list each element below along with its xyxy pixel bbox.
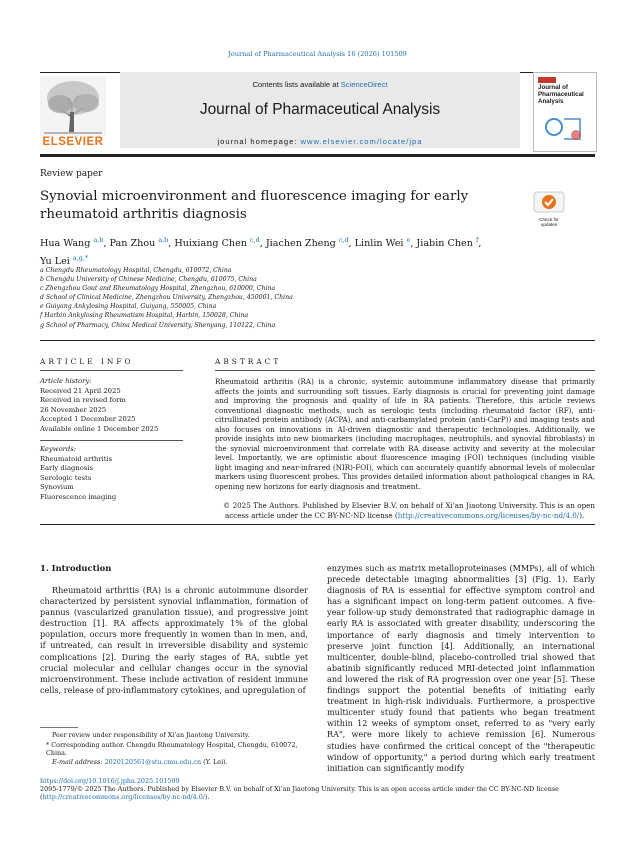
license-link[interactable]: http://creativecommons.org/licenses/by-nc-nd/4.0/ <box>397 510 580 520</box>
affiliation: g School of Pharmacy, China Medical University, Shenyang, 110122, China <box>40 321 276 329</box>
bottom-block <box>40 777 595 802</box>
author-affiliation-marker[interactable]: c,d <box>250 236 260 244</box>
author-affiliation-marker[interactable]: a,g,* <box>72 254 89 263</box>
contents-prefix: Contents lists available at <box>252 80 341 89</box>
contents-line <box>120 80 520 89</box>
copyright-license-link[interactable]: http://creativecommons.org/licenses/by-nc-nd/4.0/ <box>42 793 205 802</box>
author-name: Hua Wang <box>40 238 91 250</box>
article-info-heading: ARTICLE INFO <box>40 357 134 366</box>
keyword: Fluorescence imaging <box>40 492 117 501</box>
cover-brand-bar <box>538 77 556 83</box>
keywords-rule <box>40 440 183 441</box>
history-entry: Received 21 April 2025 <box>40 386 121 395</box>
doi-link[interactable]: https://doi.org/10.1016/j.jpha.2025.101509 <box>40 777 180 785</box>
cover-illustration <box>542 113 588 145</box>
affiliation: e Guiyang Ankylosing Hospital, Guiyang, 550005, China <box>40 303 217 311</box>
homepage-link[interactable]: www.elsevier.com/locate/jpa <box>300 137 423 146</box>
author-affiliation-marker[interactable]: c,d <box>338 236 349 244</box>
affiliation: f Harbin Ankylosing Rheumatism Hospital, Harbin, 150028, China <box>40 312 249 320</box>
author-affiliation-marker[interactable]: a,b <box>93 236 104 244</box>
keyword: Serologic tests <box>40 473 92 482</box>
email-owner: (Y. Lei). <box>201 758 228 766</box>
copyright-end: ). <box>204 793 210 802</box>
copyright-line <box>40 785 595 801</box>
intro-right-column: enzymes such as matrix metalloproteinases (MMPs), all of which precede detectable imaging abnormalities [3] (Fig. 1). Early diagnosis of RA is essential for effective symptom control and has a significant impact on long-term patient outcomes. A five-year follow-up study demonstrated that radiographic damage in early RA is associated with greater disability, underscoring the importance of early diagnosis and timely intervention to preserve joint function [4]. Additionally, an international multicenter, double-blind, placebo-controlled trial showed that abatinib significantly reduced MRI-detected joint inflammation and lowered the risk of RA progression over one year [5]. These findings support the potential benefits of initiating early treatment in high-risk individuals. Furthermore, a prospective multicenter study found that patients who began treatment within 12 weeks of symptom onset, referred to as "very early RA", were more likely to achieve remission [6]. Numerous studies have confirmed the critical concept of the "therapeutic window of opportunity," a period during which early treatment initiation can significantly modify <box>327 563 595 773</box>
keywords-block <box>40 445 190 502</box>
publisher-wordmark: ELSEVIER <box>42 136 104 148</box>
author-name: Yu Lei <box>40 256 70 268</box>
affiliation-list <box>40 266 560 330</box>
author-name: Linlin Wei <box>354 238 404 250</box>
abstract-heading: ABSTRACT <box>215 357 282 366</box>
keyword: Rheumatoid arthritis <box>40 454 113 463</box>
article-history <box>40 377 190 434</box>
article-type: Review paper <box>40 169 103 179</box>
copyright-text: 2095-1779/© 2025 The Authors. Published by Elsevier B.V. on behalf of Xi'an Jiaotong University. This is an open access article under the CC BY-NC-ND license ( <box>40 785 559 802</box>
author-affiliation-marker[interactable]: a,b <box>158 236 169 244</box>
footnote-email <box>40 758 308 766</box>
intro-left-column: Rheumatoid arthritis (RA) is a chronic autoimmune disorder characterized by persistent synovial inflammation, formation of pannus (vascularized granulation tissue), and progressive joint destruction [1]. RA affects approximately 1% of the global population, occurs more frequently in women than in men, and, if untreated, can result in irreversible disability and systemic complications [2]. During the early stages of RA, subtle yet crucial molecular and cellular changes occur in the synovial microenvironment. These include activation of resident immune cells, release of pro-inflammatory cytokines, and upregulation of <box>40 585 308 695</box>
keyword: Early diagnosis <box>40 464 93 472</box>
abstract-text: Rheumatoid arthritis (RA) is a chronic, systemic autoimmune inflammatory disease that primarily affects the joints and surrounding soft tissues. Early diagnosis is crucial for preventing joint damage and improving the prognosis and quality of life in RA patients. Therefore, this article reviews conventional diagnostic methods, such as serologic tests (including rheumatoid factor (RF), anti-citrullinated protein antibody (ACPA), and anti-carbamylated protein (anti-CarP)) and imaging tests and also focuses on innovations in AI-driven diagnostic and therapeutic technologies. Additionally, we provide insights into new biomarkers (including macrophages, neutrophils, and synovial fibroblasts) in the synovial microenvironment that correlate with RA disease activity and severity at the molecular level. Importantly, we are optimistic about fluorescence imaging (FOI) techniques (including visible light imaging and near-infrared (NIR)-FOI), which can accurately quantify abnormal levels of molecular markers using fluorescent probes. This provides detailed information about pathological changes in RA, opening new horizons for early diagnosis and treatment. <box>215 377 595 491</box>
author-name: Pan Zhou <box>109 238 156 250</box>
author-name: Huixiang Chen <box>174 238 247 250</box>
email-label: E-mail address: <box>52 758 105 766</box>
author-affiliation-marker[interactable]: e <box>406 236 411 244</box>
affiliation: c Zhengzhou Gout and Rheumatology Hospital, Zhengzhou, 610000, China <box>40 285 276 293</box>
check-updates-label: Check for updates <box>539 217 559 227</box>
check-updates-icon <box>533 191 565 213</box>
author-affiliation-marker[interactable]: f <box>475 236 479 244</box>
affiliation: b Chengdu University of Chinese Medicine, Chengdu, 610075, China <box>40 276 257 284</box>
article-title: Synovial microenvironment and fluorescence imaging for early rheumatoid arthritis diagnosis <box>40 189 469 222</box>
history-entry: Received in revised form <box>40 396 126 404</box>
history-entry: 26 November 2025 <box>40 405 107 414</box>
section-heading-introduction: 1. Introduction <box>40 563 112 573</box>
abstract-rule <box>215 370 595 371</box>
footnote-rule <box>40 727 78 728</box>
sciencedirect-link[interactable]: ScienceDirect <box>340 80 388 89</box>
affiliation: a Chengdu Rheumatology Hospital, Chengdu, 610072, China <box>40 267 232 274</box>
footnote-peer-review: Peer review under responsibility of Xi'an Jiaotong University. <box>52 731 250 739</box>
license-end: ). <box>579 510 585 520</box>
history-entry: Accepted 1 December 2025 <box>40 415 136 423</box>
author-list: Hua Wang $^{a,b}$, Pan Zhou $^{a,b}$, Huixiang Chen $^{c,d}$, Jiachen Zheng $^{c,d}$, Linlin Wei $^e$, Jiabin Chen $^f$, Yu Lei $^{a,g,*}$ <box>40 236 482 268</box>
footnote-corresponding: * Corresponding author. Chengdu Rheumatology Hospital, Chengdu, 610072, China. <box>46 741 298 758</box>
history-entry: Available online 1 December 2025 <box>40 424 159 433</box>
journal-reference[interactable]: Journal of Pharmaceutical Analysis 16 (2026) 101509 <box>228 50 407 58</box>
affiliations-divider <box>40 340 595 341</box>
affiliation: d School of Clinical Medicine, Zhengzhou University, Zhengzhou, 450001, China <box>40 294 293 302</box>
homepage-prefix: journal homepage: <box>217 137 301 146</box>
abstract-bottom-rule <box>40 524 595 525</box>
check-updates-badge[interactable] <box>533 191 565 227</box>
article-info-rule <box>40 370 183 371</box>
homepage-line <box>120 137 520 146</box>
cover-title: Journal of Pharmaceutical Analysis <box>538 84 584 105</box>
history-label: Article history: <box>40 377 92 385</box>
header-bottom-rule <box>40 154 595 157</box>
keywords-label: Keywords: <box>40 445 77 453</box>
author-name: Jiabin Chen <box>416 238 473 250</box>
abstract-license <box>215 501 595 520</box>
license-text: © 2025 The Authors. Published by Elsevier B.V. on behalf of Xi'an Jiaotong University. This is an open access article under the CC BY-NC-ND license ( <box>223 501 595 520</box>
journal-title: Journal of Pharmaceutical Analysis <box>199 101 441 118</box>
email-link[interactable]: 2020120561@stu.cmu.edu.cn <box>104 758 202 766</box>
keyword: Synovium <box>40 483 74 491</box>
author-name: Jiachen Zheng <box>265 238 336 250</box>
